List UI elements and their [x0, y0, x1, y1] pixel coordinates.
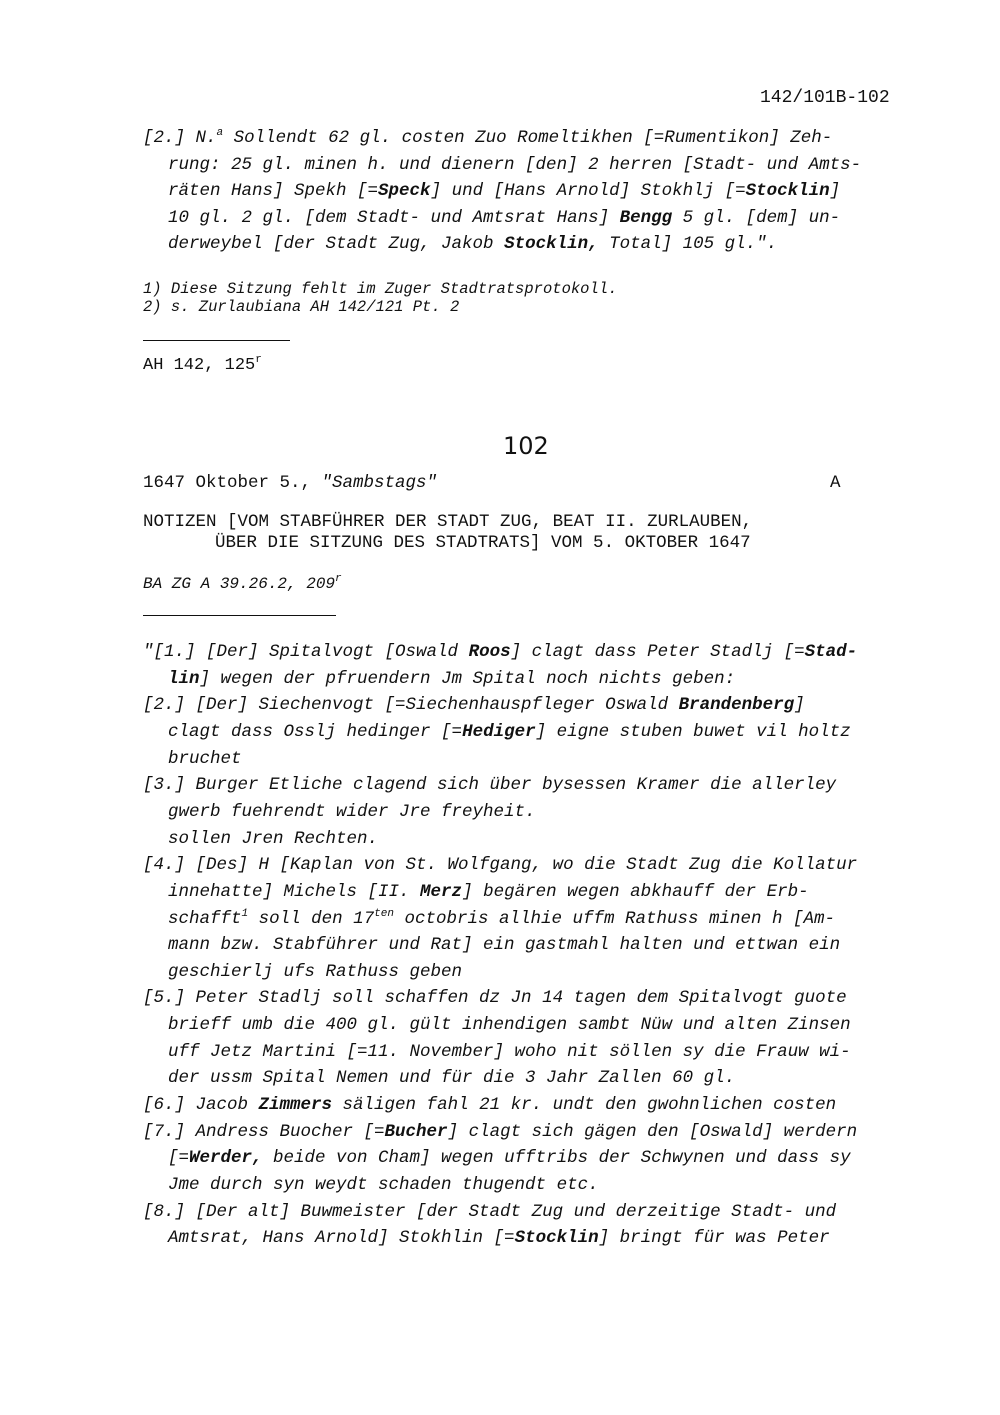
- footnote-2: 2) s. Zurlaubiana AH 142/121 Pt. 2: [143, 298, 460, 316]
- text-segment: räten Hans] Spekh [=: [168, 181, 379, 202]
- text-line: [168, 749, 242, 769]
- emphasized-name: Werder,: [189, 1148, 263, 1169]
- section-rule-1: [143, 340, 290, 341]
- text-segment: mann bzw. Stabführer und Rat] ein gastmahl halten und ettwan ein: [168, 935, 841, 956]
- text-line: [143, 695, 805, 715]
- text-segment: ] bringt für was Peter: [598, 1228, 830, 1249]
- emphasized-name: lin: [168, 668, 200, 689]
- text-line: [168, 181, 840, 201]
- text-segment: ] begären wegen abkhauff der Erb-: [462, 881, 809, 902]
- text-segment: ] eigne stuben buwet vil holtz: [535, 721, 851, 742]
- text-segment: rung: 25 gl. minen h. und dienern [den] 2 herren [Stadt- und Amts-: [168, 154, 862, 175]
- entry-type-letter: A: [830, 473, 841, 493]
- emphasized-name: Hediger: [462, 721, 536, 742]
- text-line: [168, 155, 861, 175]
- text-segment: 5 gl. [dem] un-: [672, 207, 841, 228]
- text-segment: [2.] N.: [143, 128, 217, 148]
- text-segment: Amtsrat, Hans Arnold] Stokhlin [=: [168, 1228, 515, 1249]
- emphasized-name: Stad-: [804, 642, 858, 662]
- text-segment: schafft: [168, 908, 242, 929]
- text-segment: geschierlj ufs Rathuss geben: [168, 961, 463, 982]
- text-line: [168, 1175, 599, 1195]
- entry-title-line-2: ÜBER DIE SITZUNG DES STADTRATS] VOM 5. OKTOBER 1647: [215, 533, 751, 553]
- text-line: [168, 208, 840, 228]
- text-line: [168, 1148, 851, 1168]
- emphasized-name: Speck: [378, 181, 431, 202]
- entry-date: 1647 Oktober 5., "Sambstags": [143, 473, 438, 493]
- emphasized-name: Stocklin,: [504, 234, 599, 255]
- text-segment: innehatte] Michels [II.: [168, 881, 421, 902]
- text-segment: [4.] [Des] H [Kaplan von St. Wolfgang, wo die Stadt Zug die Kollatur: [143, 855, 858, 876]
- page-reference: 142/101B-102: [760, 88, 890, 108]
- text-line: [143, 1202, 836, 1222]
- text-segment: 1: [241, 907, 249, 920]
- text-segment: [6.] Jacob: [143, 1095, 259, 1116]
- text-segment: derweybel [der Stadt Zug, Jakob: [168, 234, 505, 255]
- text-line: [168, 935, 840, 955]
- text-segment: bruchet: [168, 748, 242, 769]
- text-line: [143, 128, 832, 148]
- text-segment: ] und [Hans Arnold] Stokhlj [=: [430, 181, 746, 202]
- text-line: [168, 1228, 830, 1248]
- text-line: [168, 962, 462, 982]
- emphasized-name: Stocklin: [514, 1228, 599, 1249]
- text-segment: clagt dass Osslj hedinger [=: [168, 721, 463, 742]
- text-segment: säligen fahl 21 kr. undt den gwohnlichen costen: [332, 1095, 837, 1116]
- text-line: [143, 775, 836, 795]
- text-segment: Sollendt 62 gl. costen Zuo Romeltikhen [=Rumentikon] Zeh-: [223, 128, 833, 148]
- text-segment: uff Jetz Martini [=11. November] woho nit söllen sy die Frauw wi-: [168, 1041, 851, 1062]
- text-segment: [2.] [Der] Siechenvogt [=Siechenhauspfleger Oswald: [143, 695, 679, 716]
- text-segment: gwerb fuehrendt wider Jre freyheit.: [168, 801, 536, 822]
- text-segment: ten: [374, 907, 394, 920]
- text-line: [168, 882, 809, 902]
- text-line: [143, 988, 847, 1008]
- text-segment: ]: [794, 695, 805, 716]
- text-segment: ]: [829, 181, 841, 202]
- text-segment: sollen Jren Rechten.: [168, 828, 379, 849]
- text-segment: der ussm Spital Nemen und für die 3 Jahr Zallen 60 gl.: [168, 1068, 736, 1089]
- text-line: [168, 1068, 735, 1088]
- text-segment: soll den 17: [248, 908, 375, 929]
- text-segment: Total] 105 gl.".: [598, 234, 778, 255]
- entry-source: BA ZG A 39.26.2, 209$^r$: [143, 573, 342, 593]
- prev-source-ref: AH 142, 125$^r$: [143, 354, 262, 375]
- text-segment: "[1.] [Der] Spitalvogt [Oswald: [143, 642, 469, 662]
- text-line: [168, 234, 777, 254]
- text-line: [143, 855, 857, 875]
- emphasized-name: Roos: [468, 642, 511, 662]
- text-segment: ] clagt dass Peter Stadlj [=: [510, 642, 805, 662]
- text-segment: ] wegen der pfruendern Jm Spital noch nichts geben:: [199, 668, 736, 689]
- text-segment: octobris allhie uffm Rathuss minen h [Am-: [393, 908, 836, 929]
- text-line: [168, 909, 835, 929]
- text-line: [143, 1122, 857, 1142]
- emphasized-name: Merz: [420, 881, 463, 902]
- text-line: [143, 1095, 836, 1115]
- emphasized-name: Stocklin: [745, 181, 830, 202]
- text-line: [168, 669, 735, 689]
- text-line: [143, 642, 857, 662]
- text-line: [168, 829, 378, 849]
- text-line: [168, 1015, 851, 1035]
- footnote-1: 1) Diese Sitzung fehlt im Zuger Stadtratsprotokoll.: [143, 280, 618, 298]
- text-segment: beide von Cham] wegen ufftribs der Schwynen und dass sy: [262, 1148, 851, 1169]
- text-segment: brieff umb die 400 gl. gült inhendigen sambt Nüw und alten Zinsen: [168, 1015, 851, 1036]
- text-segment: [7.] Andress Buocher [=: [143, 1121, 385, 1142]
- entry-title-line-1: NOTIZEN [VOM STABFÜHRER DER STADT ZUG, BEAT II. ZURLAUBEN,: [143, 512, 753, 532]
- text-segment: a: [216, 127, 224, 139]
- emphasized-name: Bucher: [384, 1121, 448, 1142]
- emphasized-name: Zimmers: [258, 1095, 333, 1116]
- entry-number: 102: [503, 432, 549, 460]
- text-segment: [8.] [Der alt] Buwmeister [der Stadt Zug und derzeitige Stadt- und: [143, 1201, 837, 1222]
- section-rule-2: [143, 615, 336, 616]
- text-segment: [=: [168, 1148, 190, 1169]
- text-segment: ] clagt sich gägen den [Oswald] werdern: [447, 1121, 858, 1142]
- text-line: [168, 1042, 851, 1062]
- text-segment: [5.] Peter Stadlj soll schaffen dz Jn 14 tagen dem Spitalvogt guote: [143, 988, 847, 1009]
- text-segment: [3.] Burger Etliche clagend sich über bysessen Kramer die allerley: [143, 775, 837, 796]
- emphasized-name: Brandenberg: [678, 695, 795, 716]
- text-segment: 10 gl. 2 gl. [dem Stadt- und Amtsrat Hans]: [168, 207, 620, 228]
- text-line: [168, 722, 851, 742]
- emphasized-name: Bengg: [619, 207, 673, 228]
- text-segment: Jme durch syn weydt schaden thugendt etc.: [168, 1175, 599, 1195]
- text-line: [168, 802, 536, 822]
